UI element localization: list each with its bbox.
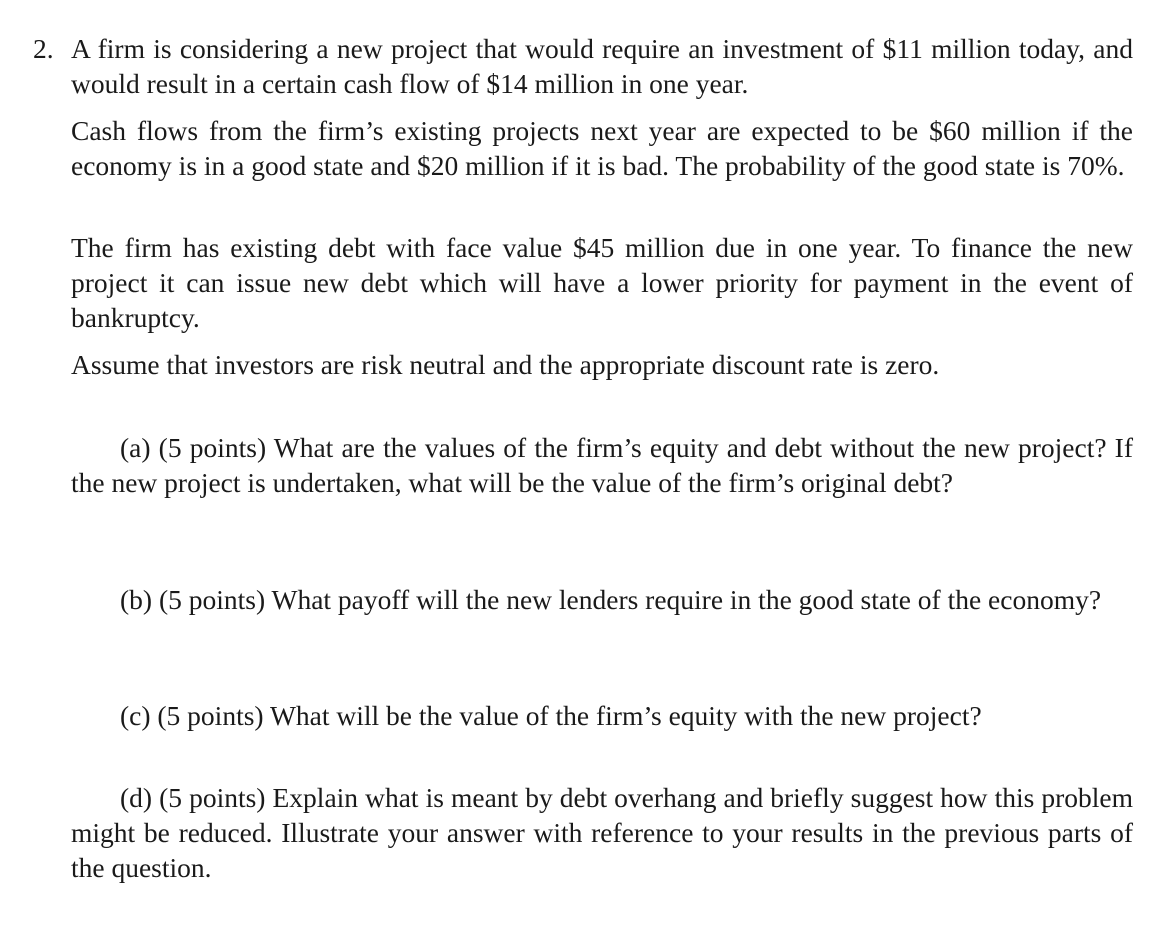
question-intro-paragraph-2: Cash flows from the firm’s existing projects next year are expected to be $60 million if the economy is in a good state and $20 million if it is bad. The probability of the good state is 70%.: [71, 115, 1133, 181]
question-intro-paragraph-1: A firm is considering a new project that would require an investment of $11 million today, and would result in a certain cash flow of $14 million in one year.: [71, 33, 1133, 99]
question-part-c: (c) (5 points) What will be the value of the firm’s equity with the new project?: [120, 700, 982, 731]
question-part-b: (b) (5 points) What payoff will the new lenders require in the good state of the economy?: [120, 584, 1102, 615]
question-number: 2.: [33, 33, 54, 64]
question-part-a: (a) (5 points) What are the values of the firm’s equity and debt without the new project? If the new project is undertaken, what will be the value of the firm’s original debt?: [71, 432, 1133, 498]
question-intro-paragraph-3: The firm has existing debt with face value $45 million due in one year. To finance the new project it can issue new debt which will have a lower priority for payment in the event of bankruptcy.: [71, 232, 1133, 333]
question-intro-paragraph-4: Assume that investors are risk neutral and the appropriate discount rate is zero.: [71, 349, 940, 380]
question-part-d: (d) (5 points) Explain what is meant by debt overhang and briefly suggest how this problem might be reduced. Illustrate your answer with reference to your results in the previous parts of the question.: [71, 782, 1133, 883]
